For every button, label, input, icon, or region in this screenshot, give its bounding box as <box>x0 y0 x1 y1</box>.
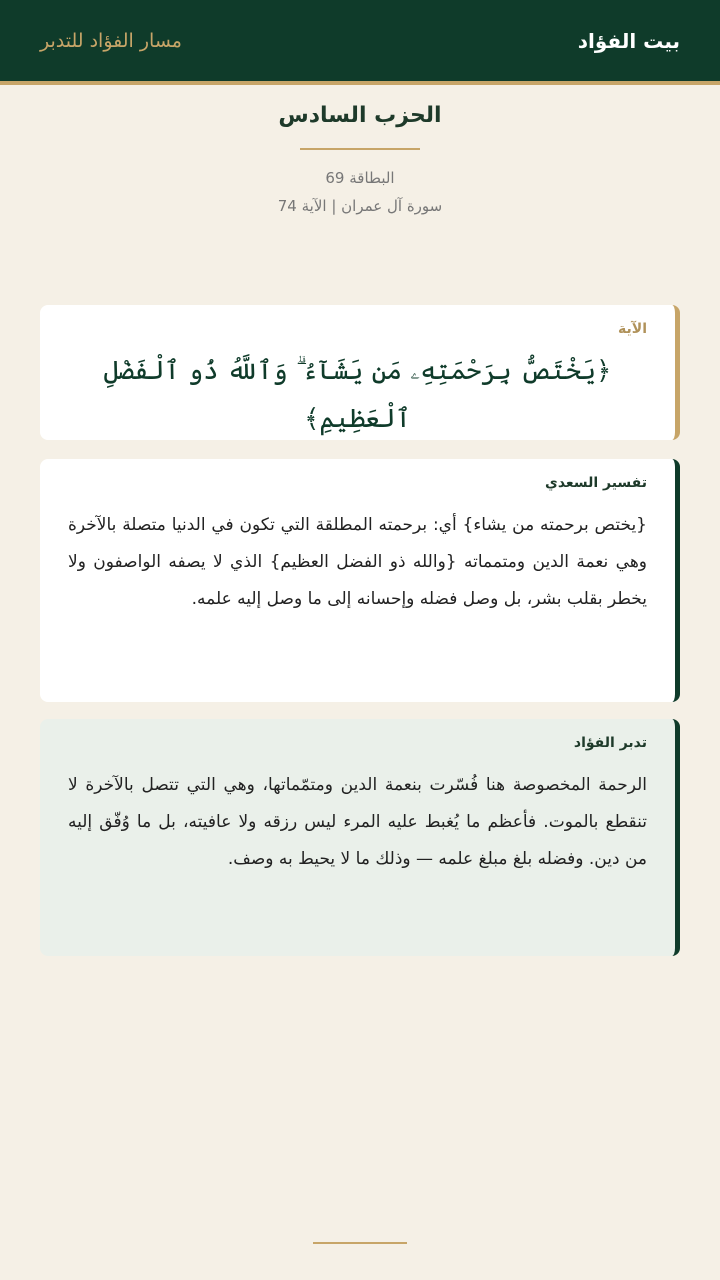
bottom-divider <box>313 1242 407 1244</box>
ayah-label: الآية <box>618 321 647 337</box>
app-brand[interactable]: بيت الفؤاد <box>577 28 680 53</box>
tadabbur-card <box>40 719 680 956</box>
tafsir-card <box>40 459 680 702</box>
surah-reference: سورة آل عمران | الآية 74 <box>277 197 443 215</box>
ayah-card <box>40 305 680 440</box>
tafsir-label: تفسير السعدي <box>545 475 647 491</box>
card-number: البطاقة 69 <box>325 169 395 187</box>
tadabbur-text: الرحمة المخصوصة هنا فُسّرت بنعمة الدين ومتمّماتها، وهي التي تتصل بالآخرة لا تنقطع بالموت. فأعظم ما يُغبط عليه المرء ليس رزقه ولا عافيته، بل ما وُفّق إليه من دين. وفضله بلغ مبلغ علمه — وذلك ما لا يحيط به وصف. <box>68 775 647 869</box>
title-divider <box>300 148 420 150</box>
ayah-text: ﴿يَخْتَصُّ بِرَحْمَتِهِۦ مَن يَشَآءُ ۗ وَٱللَّهُ ذُو ٱلْفَضْلِ ٱلْعَظِيمِ﴾ <box>103 356 612 434</box>
tafsir-text: {يختص برحمته من يشاء} أي: برحمته المطلقة التي تكون في الدنيا متصلة بالآخرة وهي نعمة الدين ومتمماته {والله ذو الفضل العظيم} الذي لا يصفه الواصفون ولا يخطر بقلب بشر، بل وصل فضله وإحسانه إلى ما وصل إليه علمه. <box>68 515 647 609</box>
tadabbur-path-link[interactable]: مسار الفؤاد للتدبر <box>40 29 182 52</box>
title-block <box>0 85 720 220</box>
page-title: الحزب السادس <box>278 103 442 128</box>
app-header <box>0 0 720 85</box>
tadabbur-label: تدبر الفؤاد <box>573 735 647 751</box>
